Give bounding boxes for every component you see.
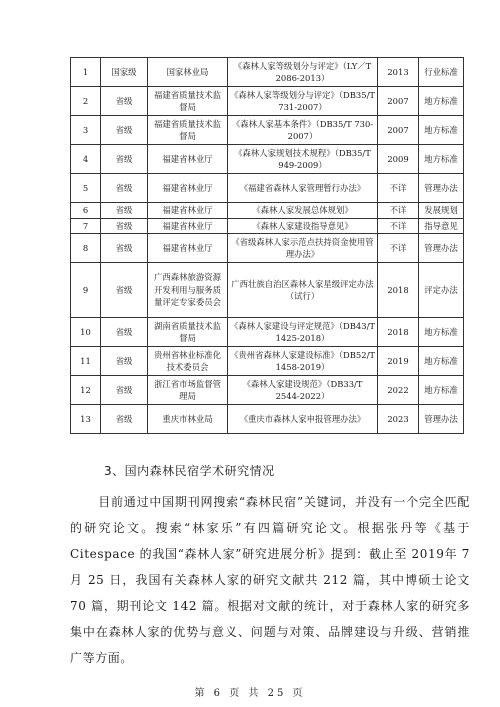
table-cell-type: 管理办法: [419, 234, 464, 263]
section-heading: 3、国内森林民宿学术研究情况: [104, 464, 275, 478]
table-cell-no: 1: [71, 58, 101, 87]
standards-table: [70, 57, 464, 434]
table-cell-org: 湖南省质量技术监督局: [148, 318, 228, 347]
table-cell-year: 2019: [378, 347, 419, 376]
table-cell-year: 2007: [378, 87, 419, 116]
table-row: [71, 116, 464, 145]
table-cell-org: 重庆市林业局: [148, 405, 228, 434]
table-row: [71, 376, 464, 405]
table-cell-title: 《森林人家建设规范》（DB33/T 2544-2022）: [228, 376, 378, 405]
table-row: [71, 218, 464, 234]
table-cell-no: 3: [71, 116, 101, 145]
table-cell-year: 不详: [378, 203, 419, 219]
table-cell-no: 6: [71, 203, 101, 219]
table-cell-org: 福建省林业厅: [148, 174, 228, 203]
table-cell-level: 省级: [101, 318, 148, 347]
paragraph-text: 目前通过中国期刊网搜索“森林民宿”关键词，并没有一个完全匹配的研究论文。搜索“林家乐”有四篇研究论文。根据张丹等《基于 Citespace 的我国“森林人家”研究进展分析》提到：截止至 2019年 7 月 25 日，我国有关森林人家的研究文献共 212 篇，其中博硕士论文 70 篇，期刊论文 142 篇。根据对文献的统计，对于森林人家的研究多集中在森林人家的优势与意义、问题与对策、品牌建设与升级、营销推广等方面。: [70, 495, 470, 665]
table-cell-no: 10: [71, 318, 101, 347]
table-cell-type: 地方标准: [419, 318, 464, 347]
table-cell-title: 《森林人家等级划分与评定》（DB35/T 731-2007）: [228, 87, 378, 116]
table-row: [71, 318, 464, 347]
table-cell-level: 省级: [101, 87, 148, 116]
table-cell-no: 8: [71, 234, 101, 263]
table-cell-type: 指导意见: [419, 218, 464, 234]
table-cell-year: 2022: [378, 376, 419, 405]
table-cell-type: 地方标准: [419, 116, 464, 145]
table-cell-level: 省级: [101, 263, 148, 318]
table-cell-no: 4: [71, 145, 101, 174]
table-cell-no: 12: [71, 376, 101, 405]
table-cell-year: 2018: [378, 318, 419, 347]
table-cell-year: 不详: [378, 174, 419, 203]
table-cell-org: 福建省林业厅: [148, 203, 228, 219]
table-cell-no: 11: [71, 347, 101, 376]
table-cell-year: 不详: [378, 218, 419, 234]
table-cell-title: 《省级森林人家示范点扶持资金使用管理办法》: [228, 234, 378, 263]
table-cell-title: 《森林人家建设指导意见》: [228, 218, 378, 234]
table-cell-org: 浙江省市场监督管理局: [148, 376, 228, 405]
table-cell-org: 福建省林业厅: [148, 145, 228, 174]
table-cell-title: 《重庆市森林人家申报管理办法》: [228, 405, 378, 434]
table-cell-level: 省级: [101, 203, 148, 219]
table-cell-year: 2018: [378, 263, 419, 318]
table-row: [71, 174, 464, 203]
table-cell-type: 地方标准: [419, 376, 464, 405]
table-row: [71, 405, 464, 434]
table-cell-type: 地方标准: [419, 347, 464, 376]
table-cell-type: 管理办法: [419, 174, 464, 203]
table-row: [71, 87, 464, 116]
table-row: [71, 347, 464, 376]
table-cell-no: 5: [71, 174, 101, 203]
table-cell-org: 福建省质量技术监督局: [148, 116, 228, 145]
table-cell-title: 《森林人家规划技术规程》（DB35/T 949-2009）: [228, 145, 378, 174]
table-cell-level: 省级: [101, 145, 148, 174]
table-cell-level: 国家级: [101, 58, 148, 87]
table-cell-no: 7: [71, 218, 101, 234]
table-cell-level: 省级: [101, 347, 148, 376]
table-row: [71, 145, 464, 174]
table-row: [71, 263, 464, 318]
table-cell-org: 福建省林业厅: [148, 218, 228, 234]
table-cell-year: 2023: [378, 405, 419, 434]
table-cell-level: 省级: [101, 376, 148, 405]
table-cell-title: 《森林人家建设与评定规范》（DB43/T 1425-2018）: [228, 318, 378, 347]
table-cell-level: 省级: [101, 116, 148, 145]
standards-table-body: [71, 58, 464, 434]
table-cell-title: 广西壮族自治区森林人家星级评定办法（试行）: [228, 263, 378, 318]
table-cell-year: 2009: [378, 145, 419, 174]
table-cell-type: 地方标准: [419, 87, 464, 116]
table-cell-level: 省级: [101, 174, 148, 203]
table-cell-type: 评定办法: [419, 263, 464, 318]
table-cell-year: 不详: [378, 234, 419, 263]
page-footer: 第 6 页 共 25 页: [194, 688, 306, 699]
body-paragraph: [70, 489, 470, 671]
table-cell-org: 福建省质量技术监督局: [148, 87, 228, 116]
table-cell-org: 国家林业局: [148, 58, 228, 87]
table-row: [71, 58, 464, 87]
table-cell-type: 管理办法: [419, 405, 464, 434]
table-cell-org: 广西森林旅游资源开发利用与服务质量评定专家委员会: [148, 263, 228, 318]
table-cell-title: 《森林人家等级划分与评定》（LY／T 2086-2013）: [228, 58, 378, 87]
table-cell-type: 发展规划: [419, 203, 464, 219]
table-cell-no: 13: [71, 405, 101, 434]
table-cell-org: 贵州省林业标准化技术委员会: [148, 347, 228, 376]
table-cell-type: 行业标准: [419, 58, 464, 87]
table-cell-type: 地方标准: [419, 145, 464, 174]
table-cell-no: 9: [71, 263, 101, 318]
table-cell-title: 《森林人家基本条件》（DB35/T 730-2007）: [228, 116, 378, 145]
table-cell-level: 省级: [101, 218, 148, 234]
table-cell-title: 《森林人家发展总体规划》: [228, 203, 378, 219]
table-cell-title: 《贵州省森林人家建设标准》（DB52/T 1458-2019）: [228, 347, 378, 376]
table-cell-no: 2: [71, 87, 101, 116]
table-cell-title: 《福建省森林人家管理暂行办法》: [228, 174, 378, 203]
table-cell-level: 省级: [101, 234, 148, 263]
table-cell-year: 2013: [378, 58, 419, 87]
table-cell-level: 省级: [101, 405, 148, 434]
table-cell-org: 福建省林业厅: [148, 234, 228, 263]
table-row: [71, 234, 464, 263]
table-row: [71, 203, 464, 219]
table-cell-year: 2007: [378, 116, 419, 145]
